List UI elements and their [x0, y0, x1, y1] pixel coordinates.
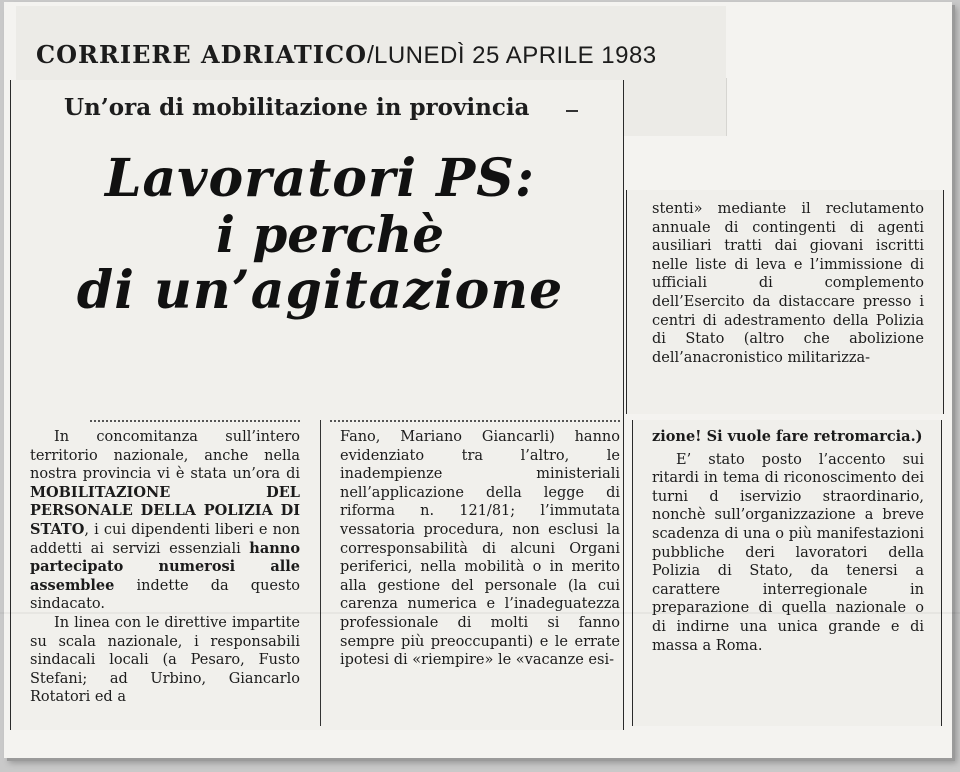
headline-line-3: di un’agitazione — [76, 260, 564, 322]
column-3-top-paragraph-1: stenti» mediante il reclutamento annuale di contingenti di agenti ausiliari tratti dai giovani iscritti nelle liste di leva e l’immissione di ufficiali di complemento dell’Esercito da distaccare presso i centri di adestramento della Polizia di Stato (altro che abolizione dell’anacronistico militarizza- — [652, 201, 924, 366]
publication-date: LUNEDÌ 25 APRILE 1983 — [373, 42, 657, 69]
column-1-paragraph-1: In concomitanza sull’intero territorio nazionale, anche nella nostra provincia vi è stata un’ora di MOBILITAZIONE DEL PERSONALE DELLA POLIZIA DI STATO, i cui dipendenti liberi e non addetti ai servizi essenziali hanno partecipato numerosi alle assemblee indette da questo sindacato. — [30, 429, 300, 613]
article-column-1 — [30, 428, 300, 707]
article-column-2 — [340, 428, 620, 670]
paper-fold — [0, 612, 960, 614]
kicker-rule — [566, 110, 578, 112]
newspaper-header — [36, 40, 726, 70]
newspaper-name: CORRIERE ADRIATICO — [36, 40, 368, 69]
headline-line-1: Lavoratori PS: — [104, 148, 536, 209]
column-divider-top — [330, 420, 620, 422]
headline-line-2: i perchè — [215, 205, 445, 265]
header-clipping-tab — [620, 78, 727, 136]
column-1-paragraph-2: In linea con le direttive impartite su scala nazionale, i responsabili sindacali locali (a Pesaro, Fusto Stefani; ad Urbino, Giancarlo Rotatori ed a — [30, 614, 300, 706]
column-3-bottom-paragraph-1: zione! Si vuole fare retromarcia.) — [652, 428, 923, 445]
article-kicker: Un’ora di mobilitazione in provincia — [64, 94, 530, 121]
header-separator: / — [367, 41, 374, 69]
column-3-bottom-paragraph-2: E’ stato posto l’accento sui ritardi in tema di riconoscimento dei turni d iservizio straordinario, nonchè sull’organizzazione a breve scadenza di una o più manifestazioni pubbliche deri lavoratori della Polizia di Stato, da tenersi a carattere interregionale in preparazione di quella nazionale o di indirne una unica grande e di massa a Roma. — [652, 451, 924, 654]
article-column-3-bottom — [652, 428, 924, 655]
column-2-paragraph-1: Fano, Mariano Giancarli) hanno evidenziato tra l’altro, le inadempienze ministeriali nell’applicazione della legge di riforma n. 121/81; l’immutata vessatoria procedura, non esclusi la corresponsabilità di alcuni Organi periferici, nella mobilità o in merito alla gestione del personale (la cui carenza numerica e l’inadeguatezza professionale di molti si fanno sempre più preoccupanti) e le errate ipotesi di «riempire» le «vacanze esi- — [340, 429, 620, 669]
article-headline — [40, 148, 600, 322]
article-column-3-top — [652, 200, 924, 367]
column-rule-1 — [320, 420, 321, 726]
headline-divider — [90, 420, 300, 422]
